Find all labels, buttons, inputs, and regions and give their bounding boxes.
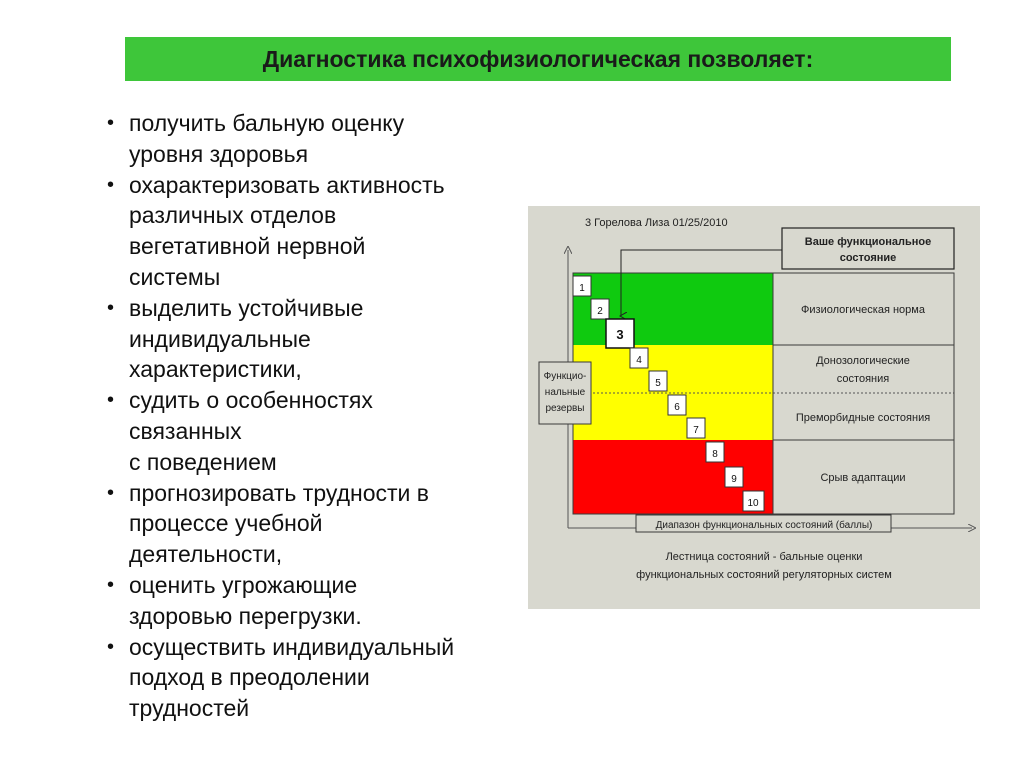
bullet-item xyxy=(103,293,503,385)
page-title: Диагностика психофизиологическая позволяет: xyxy=(262,45,814,72)
bullet-item xyxy=(103,478,503,570)
state-ladder-diagram xyxy=(528,206,980,609)
bullet-text: получить бальную оценку уровня здоровья xyxy=(129,110,405,167)
diagram-canvas xyxy=(528,206,980,609)
diagram-caption-line1: Лестница состояний - бальные оценки xyxy=(665,551,863,563)
bullet-item xyxy=(103,385,503,477)
bullet-text: прогнозировать трудности в процессе учебной деятельности, xyxy=(129,479,429,568)
current-step-number: 3 xyxy=(616,327,624,342)
step-number: 1 xyxy=(579,283,585,294)
bullet-item xyxy=(103,570,503,632)
zone-yellow-area xyxy=(573,345,773,393)
step-number: 2 xyxy=(597,306,603,317)
bullet-text: судить о особенностях связанных с поведением xyxy=(129,387,373,475)
bullet-text: оценить угрожающие здоровью перегрузки. xyxy=(129,571,362,629)
bullet-item xyxy=(103,170,503,293)
zone-label: Преморбидные состояния xyxy=(795,412,931,424)
step-number: 7 xyxy=(693,425,699,436)
step-number: 6 xyxy=(674,402,680,413)
bullet-item xyxy=(103,632,503,724)
zone-label: Физиологическая норма xyxy=(801,304,925,316)
zone-label-line1: Донозологические xyxy=(816,355,910,367)
callout-line1: Ваше функциональное xyxy=(804,236,932,248)
x-axis-label: Диапазон функциональных состояний (баллы) xyxy=(655,520,873,531)
zone-label-line2: состояния xyxy=(836,373,890,385)
zone-label: Срыв адаптации xyxy=(820,472,906,484)
y-axis-label-line3: резервы xyxy=(545,403,585,414)
step-number: 4 xyxy=(636,355,642,366)
bullet-text: выделить устойчивые индивидуальные характеристики, xyxy=(129,294,364,383)
step-number: 10 xyxy=(747,498,759,509)
diagram-header: 3 Горелова Лиза 01/25/2010 xyxy=(585,217,728,229)
step-number: 9 xyxy=(731,474,737,485)
title-banner xyxy=(125,37,951,81)
y-axis-label-line1: Функцио- xyxy=(543,371,587,382)
bullet-text: охарактеризовать активность различных отделов вегетативной нервной системы xyxy=(129,171,445,290)
bullet-item xyxy=(103,108,503,170)
step-number: 5 xyxy=(655,378,661,389)
callout-line2: состояние xyxy=(839,252,897,264)
bullet-list xyxy=(103,108,503,724)
diagram-caption-line2: функциональных состояний регуляторных систем xyxy=(636,569,892,581)
bullet-text: осуществить индивидуальный подход в преодолении трудностей xyxy=(129,633,455,722)
y-axis-label-line2: нальные xyxy=(544,387,586,398)
step-number: 8 xyxy=(712,449,718,460)
